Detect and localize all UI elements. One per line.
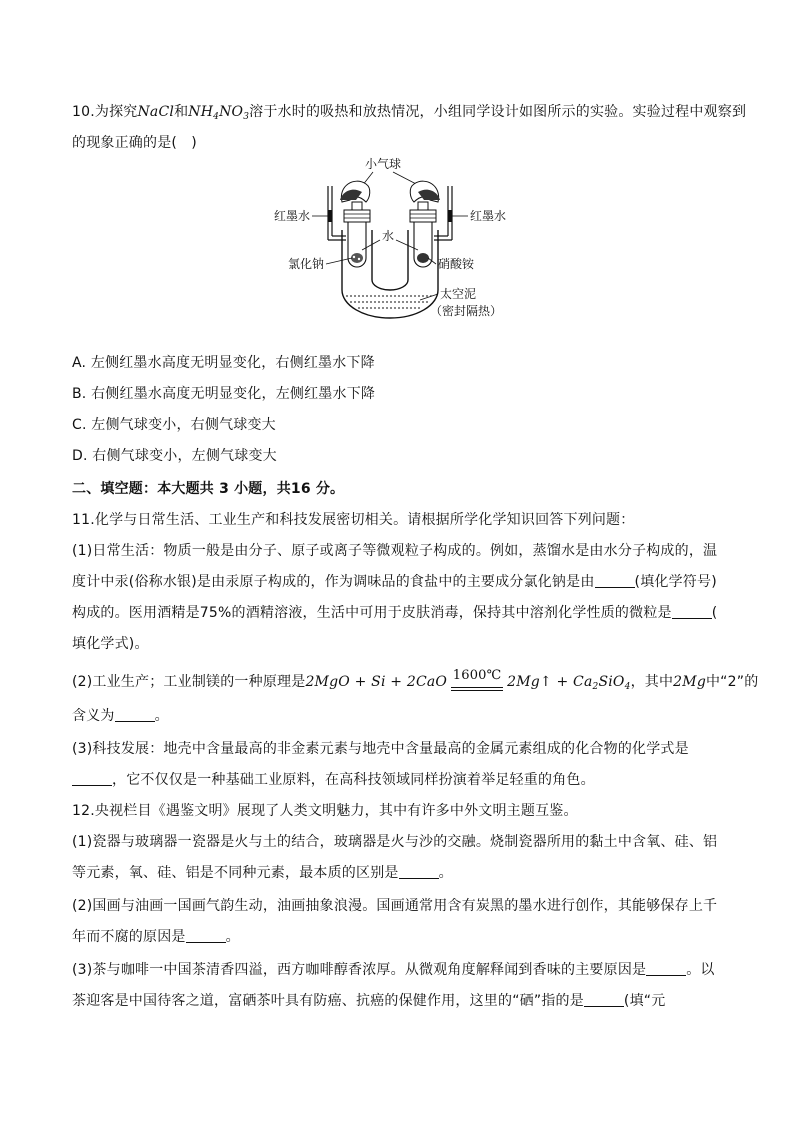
q12-p3-line2-text: 茶迎客是中国待客之道，富硒茶叶具有防癌、抗癌的保健作用，这里的“硒”指的是: [72, 993, 584, 1009]
q12-p1-line2-text: 等元素，氧、硅、铝是不同种元素，最本质的区别是: [72, 865, 399, 881]
left-test-tube: [348, 222, 366, 267]
answer-blank[interactable]: [595, 573, 635, 588]
answer-blank[interactable]: [186, 928, 226, 943]
q12-p2-line1: (2)国画与油画一国画气韵生动，油画抽象浪漫。国画通常用含有炭黑的墨水进行创作，其能够保存上千: [72, 898, 718, 914]
q11-p2-line2-text: 含义为: [72, 708, 115, 724]
q10-line2: 的现象正确的是( ): [72, 135, 197, 151]
label-nacl: 氯化钠: [288, 257, 325, 271]
q11-p2-post: 中“2”的: [705, 674, 759, 690]
q12-p3-line1-end: 。以: [686, 962, 715, 978]
q12-p1-line1: (1)瓷器与玻璃器一瓷器是火与土的结合，玻璃器是火与沙的交融。烧制瓷器所用的黏土中含氧、硅、铝: [72, 834, 718, 850]
q11-p1-line3-end: (: [711, 605, 718, 621]
equation-right: 2Mg↑ + Ca: [507, 674, 593, 690]
equation-right-2: SiO: [598, 674, 625, 690]
q11-p1-line2: [72, 572, 717, 592]
q10-text-pre: 为探究: [94, 104, 138, 120]
formula-2mg: 2Mg: [673, 674, 706, 690]
q11-p1-line3: [72, 603, 717, 623]
label-red-ink-left: 红墨水: [274, 209, 311, 223]
q12-p1-line2-end: 。: [438, 865, 453, 881]
label-mud: 太空泥: [440, 287, 477, 301]
q11-p1-line2-end: (填化学符号): [634, 574, 717, 590]
q11-p2-mid: ，其中: [630, 674, 674, 690]
q12-p3-line1-text: (3)茶与咖啡一中国茶清香四溢，西方咖啡醇香浓厚。从微观角度解释闻到香味的主要原因是: [72, 962, 647, 978]
q11-p1-line4: 填化学式)。: [72, 636, 149, 652]
label-balloon: 小气球: [365, 157, 402, 171]
q11-p1-line1: (1)日常生活：物质一般是由分子、原子或离子等微观粒子构成的。例如，蒸馏水是由水分子构成的，温: [72, 543, 718, 559]
q11-p1-line3-text: 构成的。医用酒精是75%的酒精溶液，生活中可用于皮肤消毒，保持其中溶剂化学性质的微粒是: [72, 605, 672, 621]
answer-blank[interactable]: [399, 864, 439, 879]
option-a: A. 左侧红墨水高度无明显变化，右侧红墨水下降: [72, 355, 375, 371]
q10-and: 和: [174, 104, 189, 120]
right-stopper: [410, 210, 436, 222]
q10-line1: [72, 102, 746, 127]
q11-p3-line2-text: ，它不仅仅是一种基础工业原料，在高科技领域同样扮演着举足轻重的角色。: [112, 772, 595, 788]
q11-intro: 11.化学与日常生活、工业生产和科技发展密切相关。请根据所学化学知识回答下列问题：: [72, 512, 635, 528]
q12-p2-line2-text: 年而不腐的原因是: [72, 929, 186, 945]
q11-p2-pre: (2)工业生产；工业制镁的一种原理是: [72, 674, 306, 690]
subscript: 2: [592, 682, 599, 692]
right-test-tube: [414, 222, 432, 267]
label-water: 水: [382, 229, 395, 243]
q12-p3-line2: [72, 991, 665, 1011]
q11-p3-line1: (3)科技发展：地壳中含量最高的非金素元素与地壳中含量最高的金属元素组成的化合物的化学式是: [72, 741, 689, 757]
q10-text-post: 溶于水时的吸热和放热情况，小组同学设计如图所示的实验。实验过程中观察到: [249, 104, 747, 120]
equation-left: 2MgO + Si + 2CaO: [305, 674, 448, 690]
q12-p2-line2-end: 。: [225, 929, 240, 945]
experiment-figure: [270, 150, 540, 325]
subscript: 3: [243, 112, 250, 122]
answer-blank[interactable]: [115, 707, 155, 722]
label-red-ink-right: 红墨水: [470, 209, 507, 223]
q11-p2-line1: [72, 670, 758, 697]
right-balloon: [410, 181, 440, 210]
q12-p3-line2-end: (填“元: [623, 993, 666, 1009]
q11-p1-line2-text: 度计中汞(俗称水银)是由汞原子构成的，作为调味品的食盐中的主要成分氯化钠是由: [72, 574, 595, 590]
reaction-condition: [451, 670, 503, 690]
answer-blank[interactable]: [672, 604, 712, 619]
formula-nh4no3-part1: NH: [188, 104, 214, 120]
question-number: 10.: [72, 104, 95, 120]
left-balloon: [340, 181, 370, 210]
left-stopper: [344, 210, 370, 222]
label-nh4no3: 硝酸铵: [438, 257, 475, 271]
answer-blank[interactable]: [584, 992, 624, 1007]
subscript: 4: [213, 112, 220, 122]
answer-blank[interactable]: [646, 961, 686, 976]
subscript: 4: [624, 682, 631, 692]
q11-p2-line2: [72, 706, 169, 726]
q12-intro: 12.央视栏目《遇鉴文明》展现了人类文明魅力，其中有许多中外文明主题互鉴。: [72, 803, 578, 819]
formula-nacl: NaCl: [137, 104, 175, 120]
option-b: B. 右侧红墨水高度无明显变化，左侧红墨水下降: [72, 386, 376, 402]
option-c: C. 左侧气球变小，右侧气球变大: [72, 417, 276, 433]
condition-temp: 1600℃: [452, 668, 502, 683]
formula-nh4no3-part2: NO: [219, 104, 244, 120]
q12-p3-line1: [72, 960, 715, 980]
q11-p3-line2: [72, 770, 595, 790]
q11-p2-line2-end: 。: [154, 708, 169, 724]
option-d: D. 右侧气球变小，左侧气球变大: [72, 448, 277, 464]
q12-p1-line2: [72, 863, 453, 883]
answer-blank[interactable]: [72, 771, 112, 786]
label-mud-note: （密封隔热）: [430, 304, 503, 318]
u-tube: [342, 230, 438, 318]
section-title: 二、填空题：本大题共 3 小题，共16 分。: [72, 481, 345, 497]
q12-p2-line2: [72, 927, 240, 947]
